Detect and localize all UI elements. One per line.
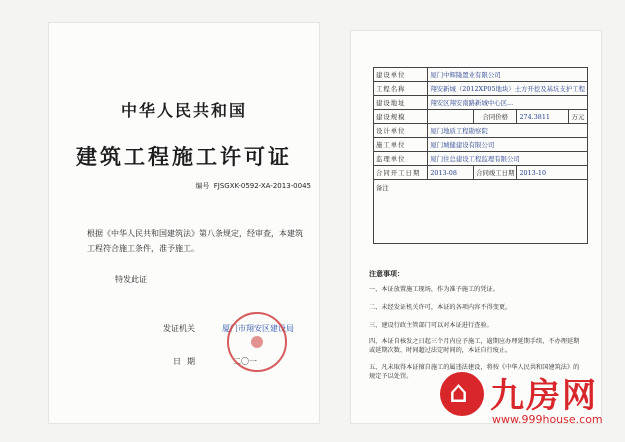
- serial-value: FJSGXK-0592-XA-2013-0045: [213, 182, 311, 190]
- notice-item: 四、本证自核发之日起三个月内应予施工，逾期应办理延期手续，不办理延期或延期次数、时间超过法定时间的，本证自行废止。: [369, 338, 580, 354]
- row-sub-value: 2013-10: [517, 166, 588, 180]
- table-row: [374, 166, 588, 180]
- notice-item: 五、凡未取得本证擅自施工的属违法建设，将按《中华人民共和国建筑法》的规定予以处罚。: [369, 364, 580, 380]
- permit-body-text: 根据《中华人民共和国建筑法》第八条规定，经审查，本建筑工程符合施工条件，准予施工。: [87, 229, 303, 253]
- row-sub-value: 274.3811: [517, 110, 569, 124]
- row-label: 建设地址: [374, 96, 428, 110]
- table-row: [374, 82, 588, 96]
- row-value: 厦门地质工程勘察院: [428, 124, 588, 138]
- row-label: 监理单位: [374, 152, 428, 166]
- site-watermark: [440, 372, 610, 432]
- row-value: 厦门城健建设有限公司: [428, 138, 588, 152]
- table-row: [374, 138, 588, 152]
- row-unit: 万元: [569, 110, 588, 124]
- notice-title: 注意事项：: [369, 269, 404, 278]
- table-row: [374, 124, 588, 138]
- date-label: 日期: [173, 357, 201, 366]
- watermark-url: www.999house.com: [492, 413, 603, 426]
- row-value: 2013-08: [428, 166, 474, 180]
- official-seal-icon: [227, 312, 287, 372]
- row-label: 设计单位: [374, 124, 428, 138]
- serial-label: 编号: [195, 182, 210, 190]
- row-sub-label: 合同价格: [474, 110, 517, 124]
- table-row: [374, 180, 588, 244]
- row-label: 施工单位: [374, 138, 428, 152]
- house-logo-icon: [440, 372, 484, 416]
- country-heading: 中华人民共和国: [120, 101, 247, 120]
- row-value: 翔安新城（2012XP05地块）土方开挖及基坑支护工程: [428, 82, 588, 96]
- permit-title: 建筑工程施工许可证: [76, 144, 292, 169]
- issuer-label: 发证机关: [163, 324, 195, 333]
- permit-details-page: [350, 30, 602, 424]
- notice-item: 二、未经发证机关许可，本证的各项内容不得变更。: [369, 304, 512, 311]
- row-value: 翔安区翔安南路新城中心区...: [428, 96, 588, 110]
- row-sub-label: 合同竣工日期: [474, 166, 517, 180]
- row-label: 建设单位: [374, 68, 428, 82]
- row-label: 合同开工日期: [374, 166, 428, 180]
- table-row: [374, 152, 588, 166]
- notice-item: 三、建设行政主管部门可以对本证进行查验。: [369, 322, 493, 329]
- row-value: 厦门住总建设工程监理有限公司: [428, 152, 588, 166]
- notice-item: 一、本证放置施工现场，作为准予施工的凭证。: [369, 286, 499, 293]
- table-row: [374, 110, 588, 124]
- remarks-cell: 备注: [374, 180, 588, 244]
- date-value: 二〇一: [233, 357, 257, 366]
- permit-info-table: [373, 67, 588, 244]
- row-label: 建设规模: [374, 110, 428, 124]
- special-issued-text: 特发此证: [115, 275, 147, 284]
- watermark-brand: 九房网: [490, 376, 598, 416]
- permit-cover-page: [48, 22, 320, 424]
- row-value: 厦门中辉隆置业有限公司: [428, 68, 588, 82]
- table-row: [374, 96, 588, 110]
- issuer-value: 厦门市翔安区建设局: [222, 324, 294, 333]
- serial-number: [196, 181, 311, 191]
- row-label: 工程名称: [374, 82, 428, 96]
- table-row: [374, 68, 588, 82]
- row-value: [428, 110, 474, 124]
